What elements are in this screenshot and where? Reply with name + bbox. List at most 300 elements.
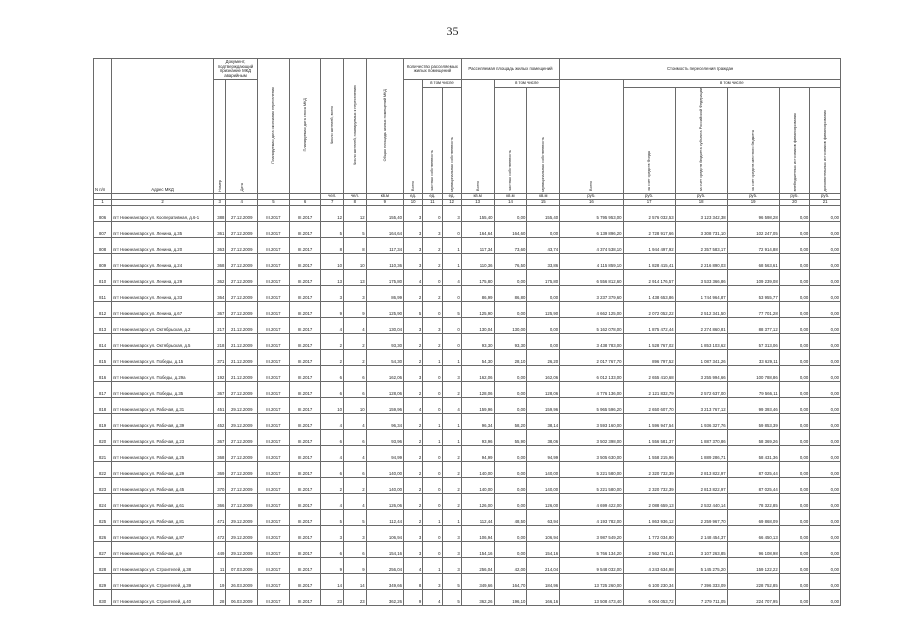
unit-cell: руб. bbox=[560, 193, 623, 199]
cell-c_e2: 0,00 bbox=[810, 413, 841, 429]
cell-n: 824 bbox=[94, 493, 112, 509]
cell-c_e2: 0,00 bbox=[810, 445, 841, 461]
cell-r_all: 3 bbox=[404, 525, 423, 541]
table-row bbox=[94, 301, 841, 317]
cell-a_priv: 42,00 bbox=[494, 557, 527, 573]
cell-demo: III.2017 bbox=[289, 589, 321, 605]
column-number-cell: 11 bbox=[423, 199, 442, 205]
cell-plan: III.2017 bbox=[258, 541, 290, 557]
cell-c_e2: 0,00 bbox=[810, 461, 841, 477]
cell-n: 818 bbox=[94, 397, 112, 413]
cell-plan: III.2017 bbox=[258, 525, 290, 541]
cell-date: 29.12.2009 bbox=[226, 541, 258, 557]
cell-date: 27.12.2009 bbox=[226, 253, 258, 269]
cell-a_all: 140,00 bbox=[461, 477, 494, 493]
cell-a_mun: 155,40 bbox=[527, 205, 560, 221]
cell-r_mun: 3 bbox=[442, 541, 461, 557]
cell-pres: 4 bbox=[344, 445, 367, 461]
unit-cell: ед. bbox=[442, 193, 461, 199]
column-number-cell: 21 bbox=[810, 199, 841, 205]
header-doc-number: Номер bbox=[213, 80, 225, 194]
cell-addr: пгт Нижнеангарск ул. Рабочая, д.31 bbox=[112, 397, 214, 413]
cell-r_priv: 1 bbox=[423, 429, 442, 445]
cell-r_priv: 2 bbox=[423, 237, 442, 253]
cell-a_all: 175,80 bbox=[461, 269, 494, 285]
cell-num: 362 bbox=[213, 269, 225, 285]
cell-num: 361 bbox=[213, 221, 225, 237]
cell-a_priv: 86,80 bbox=[494, 285, 527, 301]
cell-addr: пгт Нижнеангарск ул. Рабочая, д.87 bbox=[112, 525, 214, 541]
cell-area: 106,94 bbox=[366, 525, 403, 541]
cell-res: 5 bbox=[321, 221, 344, 237]
cell-plan: III.2017 bbox=[258, 349, 290, 365]
table-row bbox=[94, 221, 841, 237]
cell-demo: III.2017 bbox=[289, 301, 321, 317]
cell-num: 11 bbox=[213, 557, 225, 573]
cell-n: 823 bbox=[94, 477, 112, 493]
cell-plan: III.2017 bbox=[258, 205, 290, 221]
cell-c_e1: 0,00 bbox=[779, 269, 810, 285]
cell-a_mun: 140,00 bbox=[527, 477, 560, 493]
cell-demo: III.2017 bbox=[289, 509, 321, 525]
cell-c_all: 5 766 134,20 bbox=[560, 541, 623, 557]
cell-c_loc: 77 701,28 bbox=[727, 301, 779, 317]
cell-addr: пгт Нижнеангарск ул. Ленина, д.33 bbox=[112, 285, 214, 301]
cell-a_mun: 166,16 bbox=[527, 589, 560, 605]
cell-pres: 6 bbox=[344, 381, 367, 397]
cell-c_all: 4 662 125,00 bbox=[560, 301, 623, 317]
cell-date: 21.12.2009 bbox=[226, 349, 258, 365]
cell-demo: III.2017 bbox=[289, 445, 321, 461]
cell-a_all: 125,90 bbox=[461, 301, 494, 317]
cell-num: 367 bbox=[213, 381, 225, 397]
cell-demo: III.2017 bbox=[289, 333, 321, 349]
unit-cell: чел. bbox=[344, 193, 367, 199]
cell-a_all: 162,06 bbox=[461, 365, 494, 381]
cell-pres: 2 bbox=[344, 477, 367, 493]
cell-c_fund: 6 004 053,72 bbox=[623, 589, 675, 605]
cell-c_e1: 0,00 bbox=[779, 253, 810, 269]
cell-r_priv: 3 bbox=[423, 573, 442, 589]
cell-c_e2: 0,00 bbox=[810, 221, 841, 237]
table-row bbox=[94, 317, 841, 333]
cell-res: 5 bbox=[321, 509, 344, 525]
cell-c_e1: 0,00 bbox=[779, 541, 810, 557]
cell-addr: пгт Нижнеангарск ул. Строителей, д.39 bbox=[112, 573, 214, 589]
cell-pres: 9 bbox=[344, 301, 367, 317]
cell-demo: III.2017 bbox=[289, 429, 321, 445]
cell-a_all: 349,66 bbox=[461, 573, 494, 589]
cell-c_loc: 224 707,95 bbox=[727, 589, 779, 605]
cell-c_fund: 1 438 653,86 bbox=[623, 285, 675, 301]
table-row bbox=[94, 413, 841, 429]
table-row bbox=[94, 333, 841, 349]
cell-r_priv: 0 bbox=[423, 541, 442, 557]
cell-c_fund: 2 072 052,22 bbox=[623, 301, 675, 317]
cell-plan: III.2017 bbox=[258, 253, 290, 269]
cell-n: 830 bbox=[94, 589, 112, 605]
cell-addr: пгт Нижнеангарск ул. Ленина, д.35 bbox=[112, 221, 214, 237]
cell-area: 125,90 bbox=[366, 301, 403, 317]
cell-num: 218 bbox=[213, 333, 225, 349]
cell-c_reg: 2 259 967,70 bbox=[675, 509, 727, 525]
table-row bbox=[94, 253, 841, 269]
header-cost-total: Всего bbox=[560, 80, 623, 194]
cell-res: 12 bbox=[321, 205, 344, 221]
cell-a_all: 130,04 bbox=[461, 317, 494, 333]
cell-r_priv: 0 bbox=[423, 205, 442, 221]
cell-a_mun: 38,06 bbox=[527, 429, 560, 445]
cell-area: 130,04 bbox=[366, 317, 403, 333]
cell-pres: 2 bbox=[344, 333, 367, 349]
cell-addr: пгт Нижнеангарск ул. Кооперативная, д.6-1 bbox=[112, 205, 214, 221]
column-number-cell: 4 bbox=[226, 199, 258, 205]
cell-addr: пгт Нижнеангарск ул. Октябрьская, д.5 bbox=[112, 333, 214, 349]
cell-c_all: 4 115 859,10 bbox=[560, 253, 623, 269]
cell-c_all: 3 987 549,20 bbox=[560, 525, 623, 541]
cell-c_reg: 2 813 822,97 bbox=[675, 477, 727, 493]
cell-a_mun: 214,04 bbox=[527, 557, 560, 573]
cell-c_all: 5 795 953,00 bbox=[560, 205, 623, 221]
cell-res: 2 bbox=[321, 349, 344, 365]
cell-r_mun: 2 bbox=[442, 477, 461, 493]
cell-c_e2: 0,00 bbox=[810, 557, 841, 573]
cell-area: 349,66 bbox=[366, 573, 403, 589]
cell-plan: III.2017 bbox=[258, 269, 290, 285]
header-area-private: частная собственность bbox=[494, 88, 527, 194]
column-number-cell: 19 bbox=[727, 199, 779, 205]
cell-date: 21.12.2009 bbox=[226, 333, 258, 349]
cell-c_all: 3 502 398,00 bbox=[560, 429, 623, 445]
cell-a_mun: 125,90 bbox=[527, 301, 560, 317]
cell-n: 816 bbox=[94, 365, 112, 381]
cell-a_priv: 76,50 bbox=[494, 253, 527, 269]
cell-pres: 4 bbox=[344, 493, 367, 509]
cell-c_fund: 2 088 659,13 bbox=[623, 493, 675, 509]
cell-res: 4 bbox=[321, 413, 344, 429]
unit-cell: кв.м bbox=[527, 193, 560, 199]
cell-a_priv: 0,00 bbox=[494, 301, 527, 317]
cell-area: 128,06 bbox=[366, 381, 403, 397]
cell-demo: III.2017 bbox=[289, 413, 321, 429]
cell-addr: пгт Нижнеангарск ул. Рабочая, д.9 bbox=[112, 541, 214, 557]
cell-area: 175,80 bbox=[366, 269, 403, 285]
cell-demo: III.2017 bbox=[289, 397, 321, 413]
cell-c_reg: 2 216 890,03 bbox=[675, 253, 727, 269]
cell-addr: пгт Нижнеангарск ул. Рабочая, д.45 bbox=[112, 477, 214, 493]
cell-c_fund: 1 944 497,92 bbox=[623, 237, 675, 253]
cell-r_priv: 0 bbox=[423, 445, 442, 461]
cell-c_e2: 0,00 bbox=[810, 301, 841, 317]
cell-r_all: 2 bbox=[404, 445, 423, 461]
cell-n: 826 bbox=[94, 525, 112, 541]
cell-c_e2: 0,00 bbox=[810, 365, 841, 381]
cell-a_all: 93,30 bbox=[461, 333, 494, 349]
cell-r_priv: 0 bbox=[423, 525, 442, 541]
cell-res: 6 bbox=[321, 461, 344, 477]
cell-date: 29.12.2009 bbox=[226, 413, 258, 429]
cell-c_all: 13 725 260,00 bbox=[560, 573, 623, 589]
cell-c_reg: 2 813 822,97 bbox=[675, 461, 727, 477]
cell-c_reg: 1 087 341,26 bbox=[675, 349, 727, 365]
cell-c_reg: 3 308 731,10 bbox=[675, 221, 727, 237]
cell-a_all: 96,34 bbox=[461, 413, 494, 429]
cell-area: 112,44 bbox=[366, 509, 403, 525]
cell-n: 810 bbox=[94, 269, 112, 285]
cell-c_reg: 7 396 333,09 bbox=[675, 573, 727, 589]
cell-r_priv: 2 bbox=[423, 333, 442, 349]
cell-a_mun: 26,20 bbox=[527, 349, 560, 365]
cell-c_loc: 99 393,46 bbox=[727, 397, 779, 413]
cell-r_mun: 5 bbox=[442, 301, 461, 317]
cell-a_all: 256,04 bbox=[461, 557, 494, 573]
cell-a_priv: 164,70 bbox=[494, 573, 527, 589]
cell-c_e2: 0,00 bbox=[810, 381, 841, 397]
column-number-cell: 15 bbox=[527, 199, 560, 205]
header-address: Адрес МКД bbox=[112, 59, 214, 194]
cell-c_all: 4 699 422,00 bbox=[560, 493, 623, 509]
cell-r_priv: 0 bbox=[423, 365, 442, 381]
cell-pres: 12 bbox=[344, 205, 367, 221]
cell-r_priv: 0 bbox=[423, 397, 442, 413]
cell-r_priv: 1 bbox=[423, 509, 442, 525]
header-area-total-sub: Всего bbox=[461, 80, 494, 194]
cell-r_all: 9 bbox=[404, 589, 423, 605]
cell-num: 370 bbox=[213, 477, 225, 493]
cell-a_mun: 0,00 bbox=[527, 221, 560, 237]
header-cost-group: Стоимость переселения граждан bbox=[560, 59, 841, 80]
cell-date: 07.03.2009 bbox=[226, 557, 258, 573]
column-number-cell: 18 bbox=[675, 199, 727, 205]
cell-plan: III.2017 bbox=[258, 445, 290, 461]
cell-date: 21.12.2009 bbox=[226, 365, 258, 381]
relocation-table bbox=[93, 58, 841, 606]
cell-area: 117,34 bbox=[366, 237, 403, 253]
cell-r_mun: 1 bbox=[442, 509, 461, 525]
cell-demo: III.2017 bbox=[289, 221, 321, 237]
cell-c_loc: 96 598,28 bbox=[727, 205, 779, 221]
cell-res: 4 bbox=[321, 445, 344, 461]
cell-c_e2: 0,00 bbox=[810, 493, 841, 509]
cell-plan: III.2017 bbox=[258, 221, 290, 237]
cell-a_priv: 0,00 bbox=[494, 269, 527, 285]
cell-date: 27.12.2009 bbox=[226, 493, 258, 509]
cell-c_all: 2 017 767,70 bbox=[560, 349, 623, 365]
cell-a_priv: 58,20 bbox=[494, 413, 527, 429]
cell-r_all: 2 bbox=[404, 429, 423, 445]
cell-c_loc: 109 239,08 bbox=[727, 269, 779, 285]
cell-c_fund: 896 797,52 bbox=[623, 349, 675, 365]
cell-c_loc: 78 322,85 bbox=[727, 493, 779, 509]
cell-res: 6 bbox=[321, 541, 344, 557]
cell-r_priv: 1 bbox=[423, 349, 442, 365]
cell-n: 806 bbox=[94, 205, 112, 221]
cell-plan: III.2017 bbox=[258, 477, 290, 493]
cell-r_priv: 3 bbox=[423, 221, 442, 237]
cell-num: 217 bbox=[213, 317, 225, 333]
cell-r_mun: 5 bbox=[442, 589, 461, 605]
cell-a_all: 362,26 bbox=[461, 589, 494, 605]
cell-date: 27.12.2009 bbox=[226, 461, 258, 477]
cell-c_e1: 0,00 bbox=[779, 285, 810, 301]
column-number-cell: 20 bbox=[779, 199, 810, 205]
header-cost-extra2: дополнительных источников финансирования bbox=[810, 88, 841, 194]
cell-c_e2: 0,00 bbox=[810, 509, 841, 525]
cell-c_loc: 33 629,11 bbox=[727, 349, 779, 365]
cell-r_priv: 0 bbox=[423, 477, 442, 493]
table-row bbox=[94, 381, 841, 397]
cell-demo: III.2017 bbox=[289, 269, 321, 285]
cell-c_reg: 2 357 583,17 bbox=[675, 237, 727, 253]
cell-res: 4 bbox=[321, 317, 344, 333]
cell-res: 9 bbox=[321, 301, 344, 317]
cell-addr: пгт Нижнеангарск ул. Рабочая, д.23 bbox=[112, 429, 214, 445]
cell-a_priv: 0,00 bbox=[494, 381, 527, 397]
table-row bbox=[94, 285, 841, 301]
cell-a_mun: 126,00 bbox=[527, 493, 560, 509]
cell-num: 368 bbox=[213, 445, 225, 461]
cell-addr: пгт Нижнеангарск ул. Победы, д.35 bbox=[112, 381, 214, 397]
cell-demo: III.2017 bbox=[289, 349, 321, 365]
cell-a_all: 110,36 bbox=[461, 253, 494, 269]
cell-c_all: 5 221 580,00 bbox=[560, 461, 623, 477]
cell-res: 14 bbox=[321, 573, 344, 589]
cell-a_priv: 28,10 bbox=[494, 349, 527, 365]
cell-date: 27.12.2009 bbox=[226, 237, 258, 253]
cell-a_all: 140,00 bbox=[461, 461, 494, 477]
cell-a_priv: 0,00 bbox=[494, 365, 527, 381]
cell-r_all: 8 bbox=[404, 573, 423, 589]
cell-c_loc: 53 955,77 bbox=[727, 285, 779, 301]
cell-c_loc: 66 450,13 bbox=[727, 525, 779, 541]
cell-date: 27.12.2009 bbox=[226, 205, 258, 221]
header-rooms-municipal: муниципальная собственность bbox=[442, 88, 461, 194]
cell-r_all: 2 bbox=[404, 381, 423, 397]
table-row bbox=[94, 365, 841, 381]
cell-area: 54,30 bbox=[366, 349, 403, 365]
unit-cell: руб. bbox=[779, 193, 810, 199]
cell-demo: III.2017 bbox=[289, 557, 321, 573]
cell-pres: 14 bbox=[344, 573, 367, 589]
cell-c_all: 4 374 538,10 bbox=[560, 237, 623, 253]
cell-c_fund: 2 320 732,39 bbox=[623, 461, 675, 477]
cell-demo: III.2017 bbox=[289, 477, 321, 493]
cell-area: 96,34 bbox=[366, 413, 403, 429]
cell-c_e2: 0,00 bbox=[810, 285, 841, 301]
cell-a_mun: 184,96 bbox=[527, 573, 560, 589]
cell-demo: III.2017 bbox=[289, 365, 321, 381]
cell-a_all: 106,94 bbox=[461, 525, 494, 541]
table-row bbox=[94, 541, 841, 557]
cell-c_loc: 159 122,22 bbox=[727, 557, 779, 573]
cell-a_all: 155,40 bbox=[461, 205, 494, 221]
cell-r_mun: 3 bbox=[442, 205, 461, 221]
unit-cell: руб. bbox=[623, 193, 675, 199]
unit-cell: кв.м bbox=[366, 193, 403, 199]
cell-date: 21.12.2009 bbox=[226, 317, 258, 333]
cell-res: 10 bbox=[321, 397, 344, 413]
cell-c_reg: 1 889 286,71 bbox=[675, 445, 727, 461]
cell-r_mun: 3 bbox=[442, 525, 461, 541]
cell-r_all: 5 bbox=[404, 301, 423, 317]
cell-n: 822 bbox=[94, 461, 112, 477]
header-doc-group: Документ, подтверждающий признание МКД аварийным bbox=[213, 59, 257, 80]
cell-c_e1: 0,00 bbox=[779, 525, 810, 541]
cell-c_e1: 0,00 bbox=[779, 301, 810, 317]
cell-c_reg: 2 274 860,81 bbox=[675, 317, 727, 333]
cell-r_mun: 2 bbox=[442, 381, 461, 397]
cell-a_priv: 0,00 bbox=[494, 205, 527, 221]
column-number-cell: 16 bbox=[560, 199, 623, 205]
cell-a_all: 94,99 bbox=[461, 445, 494, 461]
cell-plan: III.2017 bbox=[258, 461, 290, 477]
cell-c_e1: 0,00 bbox=[779, 317, 810, 333]
cell-r_priv: 1 bbox=[423, 557, 442, 573]
table-row bbox=[94, 525, 841, 541]
cell-addr: пгт Нижнеангарск ул. Рабочая, д.81 bbox=[112, 509, 214, 525]
cell-n: 808 bbox=[94, 237, 112, 253]
cell-r_mun: 1 bbox=[442, 413, 461, 429]
cell-pres: 13 bbox=[344, 269, 367, 285]
cell-pres: 10 bbox=[344, 397, 367, 413]
cell-pres: 2 bbox=[344, 349, 367, 365]
cell-num: 368 bbox=[213, 253, 225, 269]
column-number-cell: 13 bbox=[461, 199, 494, 205]
cell-c_all: 6 012 133,00 bbox=[560, 365, 623, 381]
cell-num: 192 bbox=[213, 365, 225, 381]
cell-c_e1: 0,00 bbox=[779, 461, 810, 477]
header-plan-end: Планируемая дата окончания переселения bbox=[258, 59, 290, 194]
cell-c_loc: 68 563,61 bbox=[727, 253, 779, 269]
cell-c_loc: 88 377,12 bbox=[727, 317, 779, 333]
cell-addr: пгт Нижнеангарск ул. Октябрьская, д.2 bbox=[112, 317, 214, 333]
cell-c_loc: 58 369,26 bbox=[727, 429, 779, 445]
cell-c_reg: 3 255 994,66 bbox=[675, 365, 727, 381]
cell-c_all: 6 139 896,20 bbox=[560, 221, 623, 237]
column-number-cell: 9 bbox=[366, 199, 403, 205]
cell-pres: 23 bbox=[344, 589, 367, 605]
column-number-cell: 10 bbox=[404, 199, 423, 205]
cell-c_reg: 2 572 637,00 bbox=[675, 381, 727, 397]
cell-c_loc: 72 914,88 bbox=[727, 237, 779, 253]
cell-c_loc: 87 025,44 bbox=[727, 461, 779, 477]
cell-addr: пгт Нижнеангарск ул. Ленина, д.20 bbox=[112, 237, 214, 253]
cell-c_fund: 2 655 410,68 bbox=[623, 365, 675, 381]
cell-c_reg: 2 148 454,37 bbox=[675, 525, 727, 541]
cell-res: 4 bbox=[321, 493, 344, 509]
column-number-cell: 12 bbox=[442, 199, 461, 205]
cell-c_all: 5 965 596,20 bbox=[560, 397, 623, 413]
cell-num: 28 bbox=[213, 589, 225, 605]
cell-a_mun: 175,80 bbox=[527, 269, 560, 285]
column-number-cell: 5 bbox=[258, 199, 290, 205]
cell-c_fund: 4 243 634,98 bbox=[623, 557, 675, 573]
unit-cell: руб. bbox=[675, 193, 727, 199]
table-row bbox=[94, 461, 841, 477]
cell-r_mun: 2 bbox=[442, 493, 461, 509]
header-rooms-group: Количество расселяемых жилых помещений bbox=[404, 59, 462, 80]
cell-c_e1: 0,00 bbox=[779, 221, 810, 237]
cell-demo: III.2017 bbox=[289, 253, 321, 269]
cell-a_mun: 0,00 bbox=[527, 285, 560, 301]
cell-addr: пгт Нижнеангарск ул. Рабочая, д.61 bbox=[112, 493, 214, 509]
cell-n: 817 bbox=[94, 381, 112, 397]
cell-r_all: 4 bbox=[404, 557, 423, 573]
cell-c_e2: 0,00 bbox=[810, 589, 841, 605]
cell-c_reg: 1 936 327,76 bbox=[675, 413, 727, 429]
cell-c_e2: 0,00 bbox=[810, 269, 841, 285]
cell-date: 29.12.2009 bbox=[226, 525, 258, 541]
